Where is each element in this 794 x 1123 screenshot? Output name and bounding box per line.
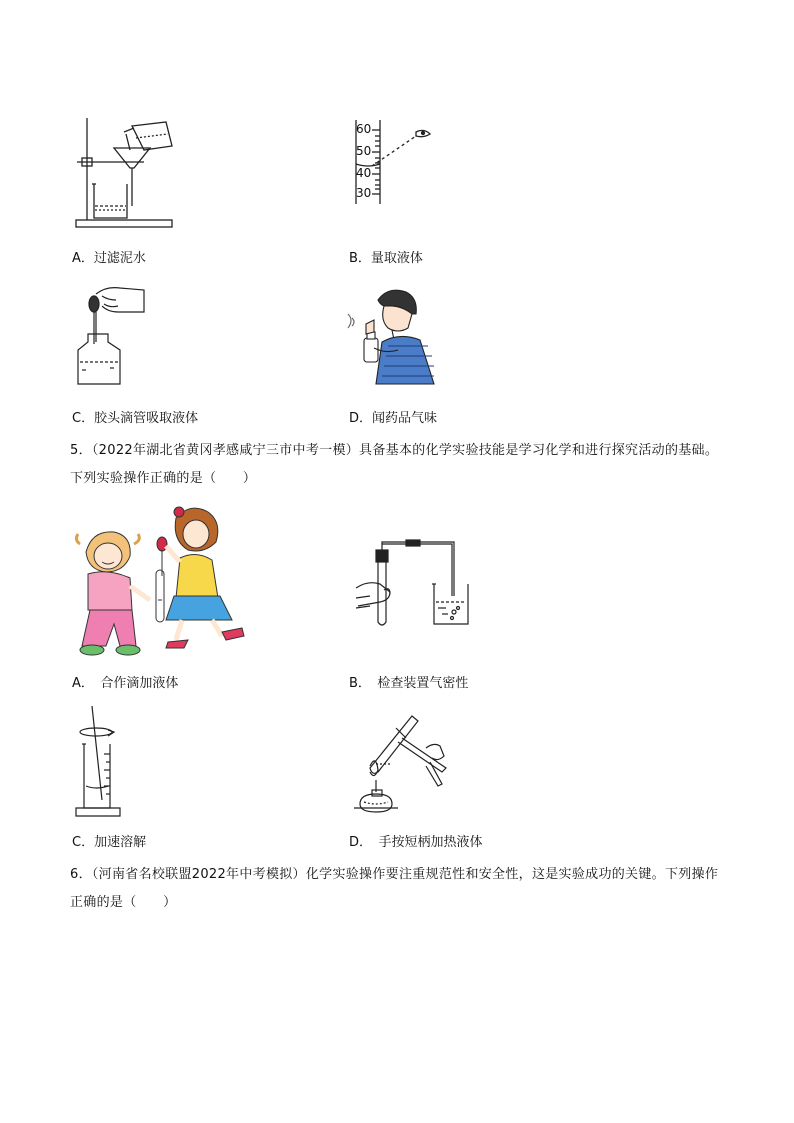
figure-dropper [72,282,148,390]
q4-option-b[interactable]: B．量取液体 [349,251,423,266]
tick-label-40: 40 [356,166,372,180]
q4-option-d[interactable]: D．闻药品气味 [349,411,438,426]
tick-label-60: 60 [356,122,372,136]
q5-option-c[interactable]: C．加速溶解 [72,835,147,850]
figure-cooperative-dropping [72,500,248,660]
q4-option-c[interactable]: C．胶头滴管吸取液体 [72,411,199,426]
q5-option-d[interactable]: D． 手按短柄加热液体 [349,835,483,850]
question-5-stem: 5．（2022年湖北省黄冈孝感咸宁三市中考一模）具备基本的化学实验技能是学习化学和进行探究活动的基础。下列实验操作正确的是（ ） [70,443,719,486]
q5-option-a[interactable]: A． 合作滴加液体 [72,676,179,691]
figure-filtration [72,110,182,232]
tick-label-30: 30 [356,186,372,200]
tick-label-50: 50 [356,144,372,158]
figure-graduated-cylinder [350,118,446,208]
figure-heating-tube [346,708,450,820]
figure-stirring-cylinder [72,704,134,820]
q4-option-a[interactable]: A．过滤泥水 [72,251,146,266]
figure-airtightness-check [350,536,474,630]
question-6-stem: 6．（河南省名校联盟2022年中考模拟）化学实验操作要注重规范性和安全性，这是实验成功的关键。下列操作正确的是（ ） [70,867,719,910]
q5-option-b[interactable]: B． 检查装置气密性 [349,676,469,691]
figure-smelling-boy [344,284,442,388]
